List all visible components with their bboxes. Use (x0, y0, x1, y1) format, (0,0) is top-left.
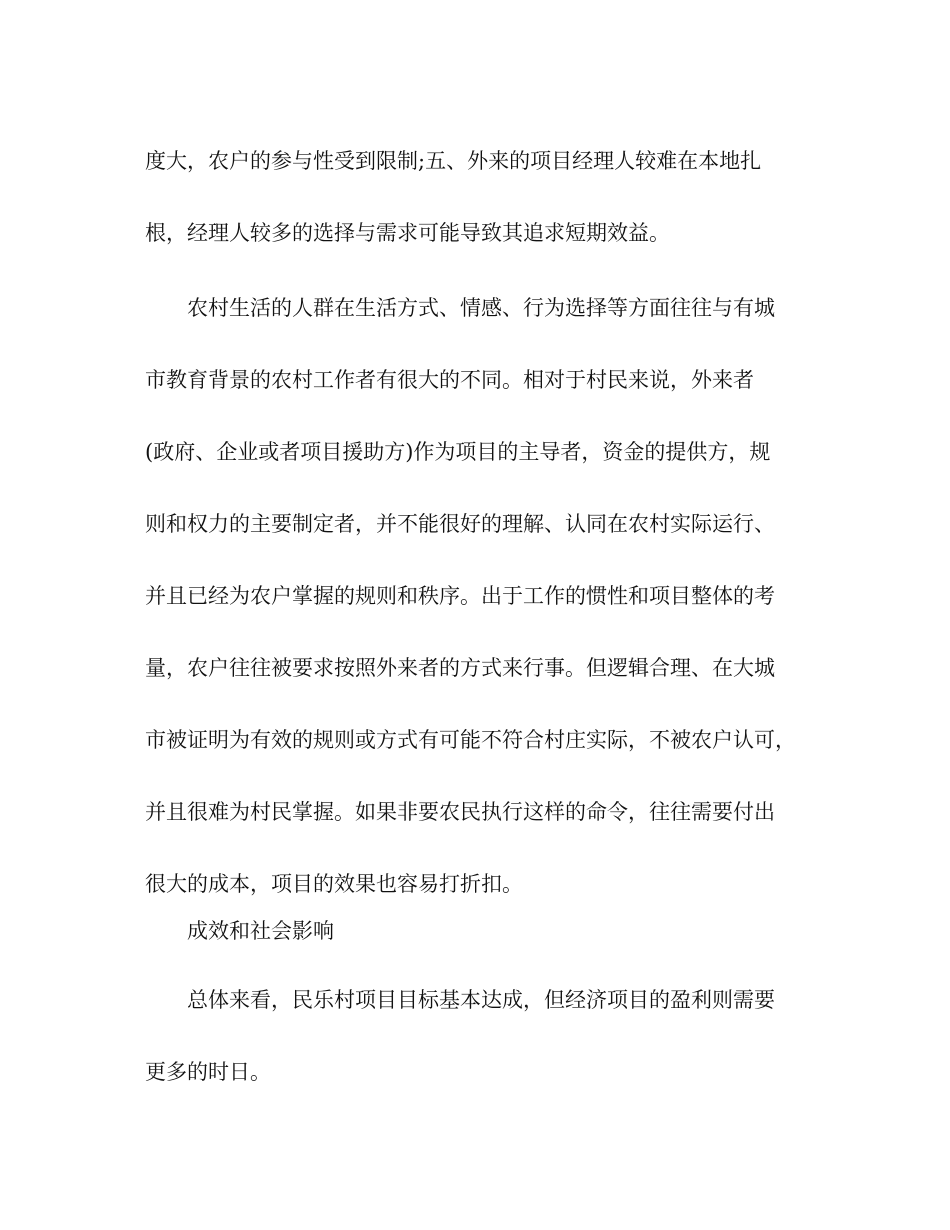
text-line-9: 市被证明为有效的规则或方式有可能不符合村庄实际，不被农户认可， (145, 728, 796, 752)
section-heading: 成效和社会影响 (187, 919, 334, 943)
text-line-14: 更多的时日。 (145, 1060, 271, 1084)
text-line-3: 农村生活的人群在生活方式、情感、行为选择等方面往往与有城 (187, 296, 775, 320)
text-line-4: 市教育背景的农村工作者有很大的不同。相对于村民来说，外来者 (145, 368, 754, 392)
text-line-2: 根，经理人较多的选择与需求可能导致其追求短期效益。 (145, 221, 670, 245)
text-line-6: 则和权力的主要制定者，并不能很好的理解、认同在农村实际运行、 (145, 512, 775, 536)
text-line-1: 度大，农户的参与性受到限制;五、外来的项目经理人较难在本地扎 (145, 149, 762, 173)
text-line-5: (政府、企业或者项目援助方)作为项目的主导者，资金的提供方，规 (145, 440, 771, 464)
text-line-13: 总体来看，民乐村项目目标基本达成，但经济项目的盈利则需要 (187, 988, 775, 1012)
text-line-8: 量，农户往往被要求按照外来者的方式来行事。但逻辑合理、在大城 (145, 656, 775, 680)
text-line-11: 很大的成本，项目的效果也容易打折扣。 (145, 872, 523, 896)
text-line-10: 并且很难为村民掌握。如果非要农民执行这样的命令，往往需要付出 (145, 800, 775, 824)
text-line-7: 并且已经为农户掌握的规则和秩序。出于工作的惯性和项目整体的考 (145, 584, 775, 608)
